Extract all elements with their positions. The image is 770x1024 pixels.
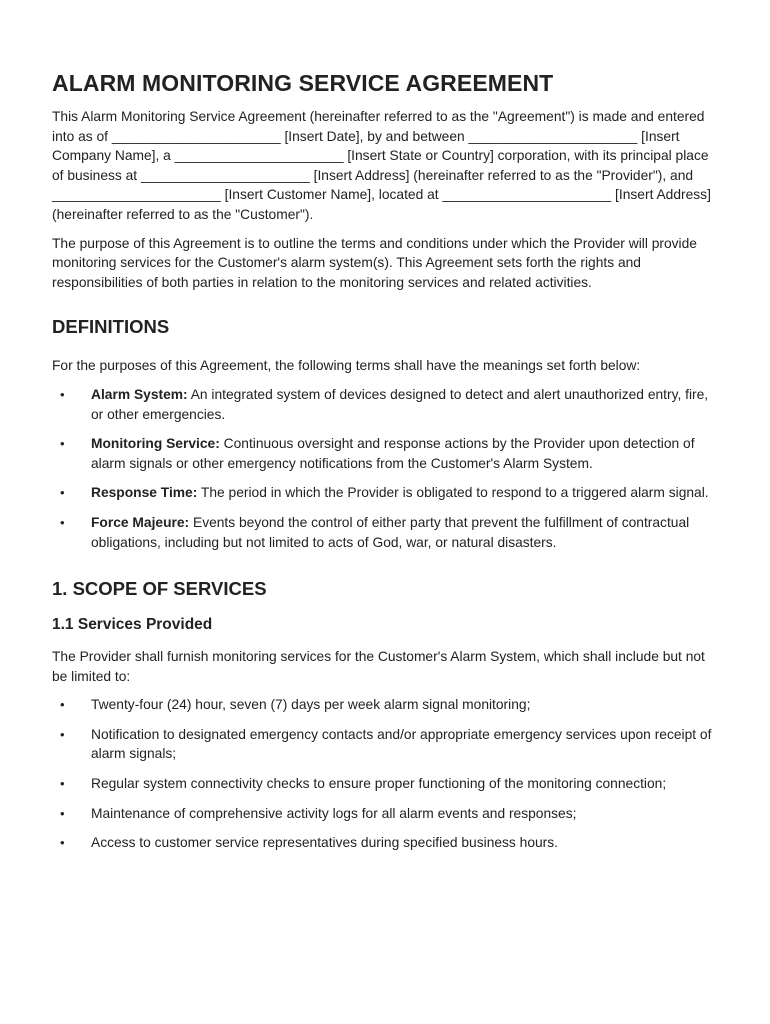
scope-intro: The Provider shall furnish monitoring services for the Customer's Alarm System, which shall include but not be limited to:: [52, 649, 705, 684]
service-item: [52, 774, 718, 794]
services-provided-subheading: 1.1 Services Provided: [52, 616, 213, 634]
bullet-icon: •: [60, 514, 65, 530]
bullet-icon: •: [60, 726, 65, 742]
definition-term: Monitoring Service:: [91, 436, 220, 452]
service-text: Maintenance of comprehensive activity logs for all alarm events and responses;: [91, 805, 577, 821]
service-item: [52, 804, 718, 824]
definition-text: An integrated system of devices designed to detect and alert unauthorized entry, fire, or other emergencies.: [91, 386, 709, 422]
document-title: ALARM MONITORING SERVICE AGREEMENT: [52, 70, 554, 96]
services-list: [52, 695, 718, 853]
service-item: [52, 695, 718, 715]
service-item: [52, 725, 718, 764]
service-text: Regular system connectivity checks to ensure proper functioning of the monitoring connection;: [91, 776, 667, 792]
intro-paragraph: This Alarm Monitoring Service Agreement (hereinafter referred to as the "Agreement") is made and entered into as of ______________________ [Insert Date], by and between ______________________ [Insert Company Name], a ______________________ [Insert State or Country] corporation, with its principal place of business at ______________________ [Insert Address] (hereinafter referred to as the "Provider"), and ______________________ [Insert Customer Name], located at ______________________ [Insert Address] (hereinafter referred to as the "Customer").: [52, 109, 711, 222]
definitions-heading: DEFINITIONS: [52, 316, 170, 338]
definition-term: Alarm System:: [91, 386, 188, 402]
service-text: Notification to designated emergency contacts and/or appropriate emergency services upon receipt of alarm signals;: [91, 726, 712, 762]
service-item: [52, 833, 718, 853]
bullet-icon: •: [60, 835, 65, 851]
purpose-paragraph: The purpose of this Agreement is to outline the terms and conditions under which the Provider will provide monitoring services for the Customer's alarm system(s). This Agreement sets forth the rights and responsibilities of both parties in relation to the monitoring services and related activities.: [52, 235, 697, 290]
definition-text: Events beyond the control of either party that prevent the fulfillment of contractual obligations, including but not limited to acts of God, war, or natural disasters.: [91, 514, 690, 550]
definition-text: The period in which the Provider is obligated to respond to a triggered alarm signal.: [197, 485, 709, 501]
bullet-icon: •: [60, 776, 65, 792]
definitions-list: [52, 385, 718, 552]
bullet-icon: •: [60, 485, 65, 501]
definition-text: Continuous oversight and response actions by the Provider upon detection of alarm signals or other emergency notifications from the Customer's Alarm System.: [91, 436, 695, 471]
definition-term: Response Time:: [91, 485, 198, 501]
definition-term: Force Majeure:: [91, 514, 190, 530]
service-text: Access to customer service representatives during specified business hours.: [91, 835, 559, 851]
definition-item: [52, 434, 718, 473]
bullet-icon: •: [60, 386, 65, 402]
service-text: Twenty-four (24) hour, seven (7) days per week alarm signal monitoring;: [91, 697, 531, 713]
bullet-icon: •: [60, 805, 65, 821]
definitions-intro: For the purposes of this Agreement, the following terms shall have the meanings set forth below:: [52, 358, 641, 374]
scope-heading: 1. SCOPE OF SERVICES: [52, 578, 267, 600]
definition-item: [52, 483, 718, 503]
bullet-icon: •: [60, 436, 65, 452]
bullet-icon: •: [60, 697, 65, 713]
definition-item: [52, 385, 718, 424]
definition-item: [52, 513, 718, 552]
